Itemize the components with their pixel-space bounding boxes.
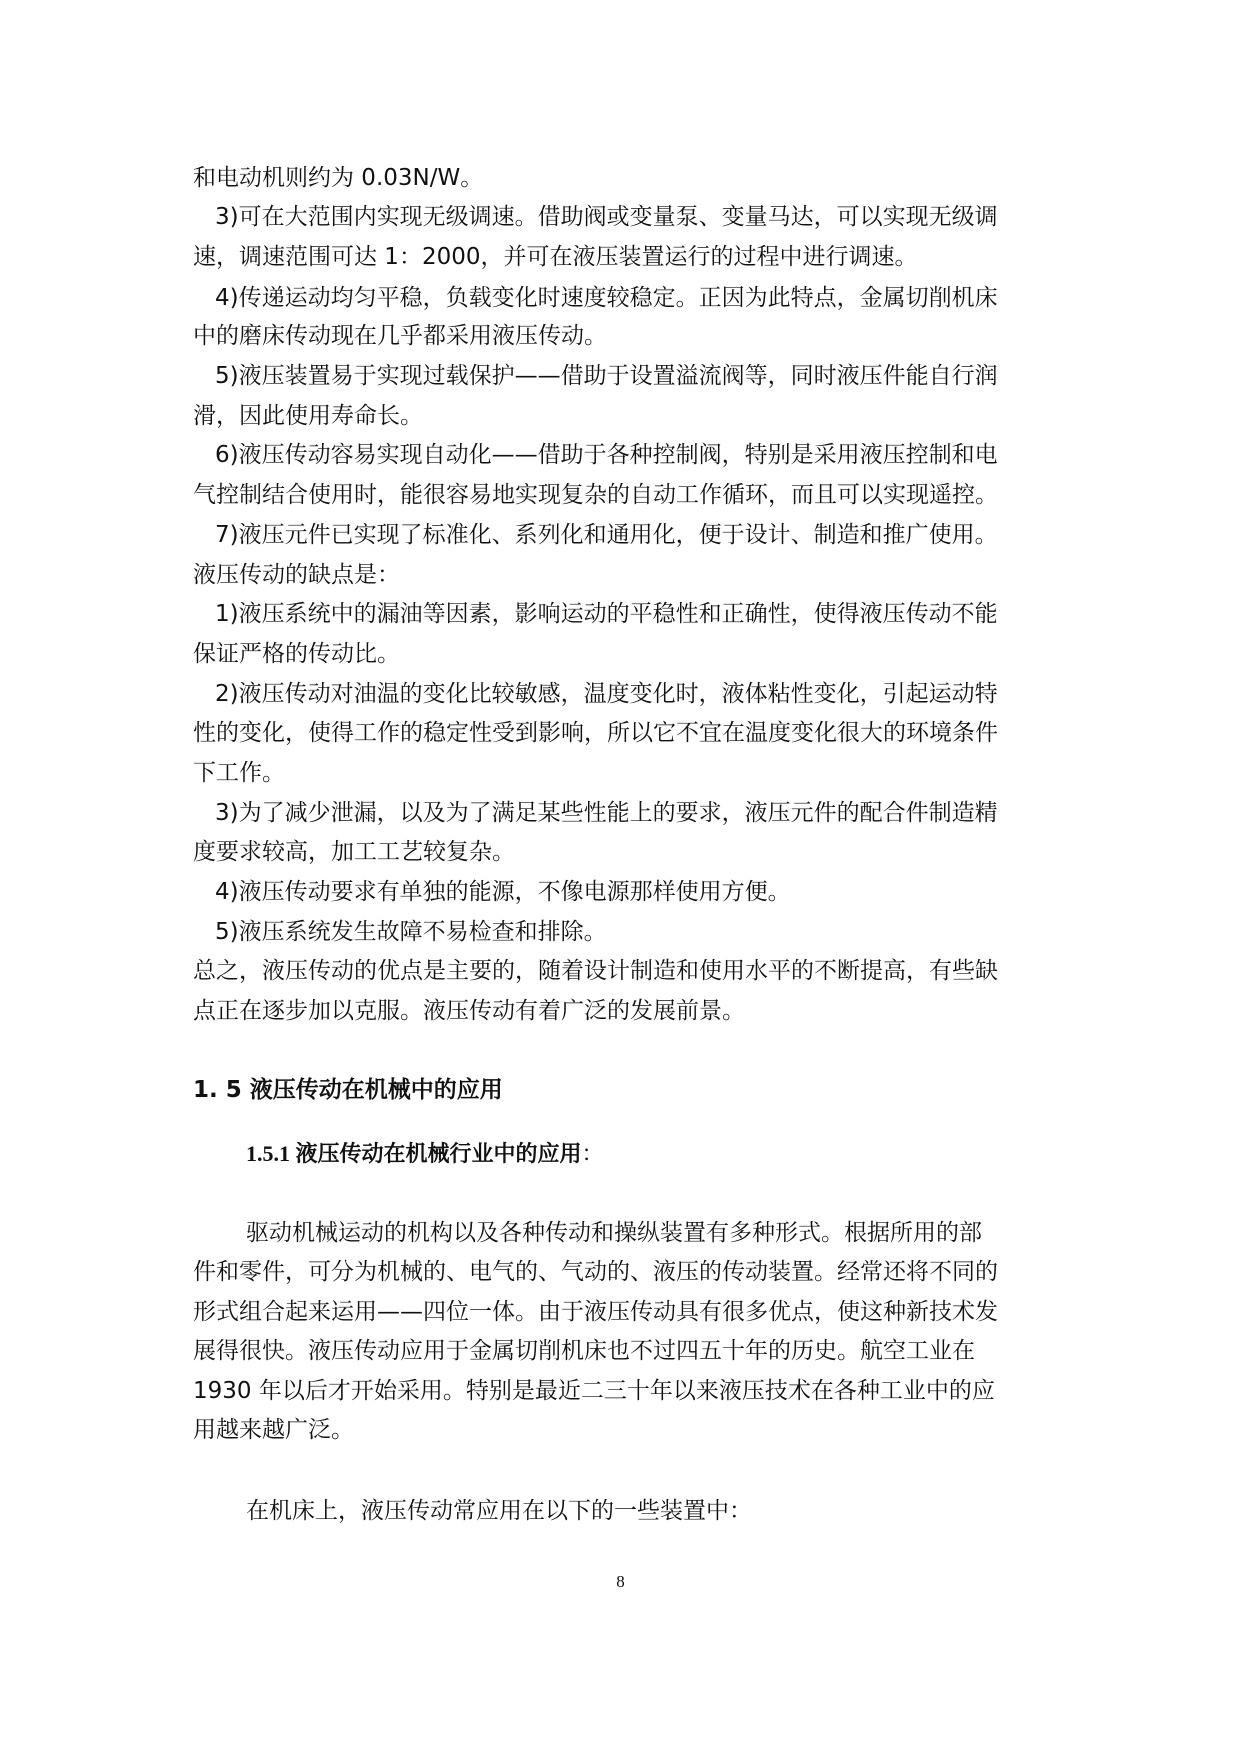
paragraph-line: 驱动机械运动的机构以及各种传动和操纵装置有多种形式。根据所用的部 — [246, 1220, 982, 1246]
text-line: 下工作。 — [193, 760, 285, 786]
text-line: 度要求较高，加工工艺较复杂。 — [193, 839, 515, 865]
text-line: 速，调速范围可达 1：2000，并可在液压装置运行的过程中进行调速。 — [193, 244, 918, 270]
advantage-7: 7)液压元件已实现了标准化、系列化和通用化，便于设计、制造和推广使用。 — [215, 522, 998, 548]
paragraph-line: 形式组合起来运用——四位一体。由于液压传动具有很多优点，使这种新技术发 — [193, 1299, 998, 1325]
subsection-heading — [246, 1138, 604, 1169]
disadvantage-1: 1)液压系统中的漏油等因素，影响运动的平稳性和正确性，使得液压传动不能 — [215, 601, 998, 627]
summary-line: 总之，液压传动的优点是主要的，随着设计制造和使用水平的不断提高，有些缺 — [193, 958, 998, 984]
text-line: 点正在逐步加以克服。液压传动有着广泛的发展前景。 — [193, 998, 745, 1024]
advantage-5: 5)液压装置易于实现过载保护——借助于设置溢流阀等，同时液压件能自行润 — [215, 363, 998, 389]
disadvantages-intro: 液压传动的缺点是： — [193, 562, 400, 588]
subsection-title: 1.5.1 液压传动在机械行业中的应用 — [246, 1141, 582, 1166]
subsection-colon: ： — [581, 1141, 604, 1166]
disadvantage-4: 4)液压传动要求有单独的能源，不像电源那样使用方便。 — [215, 879, 791, 905]
paragraph-line: 展得很快。液压传动应用于金属切削机床也不过四五十年的历史。航空工业在 — [193, 1338, 975, 1364]
advantage-6: 6)液压传动容易实现自动化——借助于各种控制阀，特别是采用液压控制和电 — [215, 442, 998, 468]
paragraph-line: 1930 年以后才开始采用。特别是最近二三十年以来液压技术在各种工业中的应 — [193, 1378, 995, 1404]
text-line: 性的变化，使得工作的稳定性受到影响，所以它不宜在温度变化很大的环境条件 — [193, 720, 998, 746]
advantage-4: 4)传递运动均匀平稳，负载变化时速度较稳定。正因为此特点，金属切削机床 — [215, 285, 998, 311]
text-line: 气控制结合使用时，能很容易地实现复杂的自动工作循环，而且可以实现遥控。 — [193, 482, 998, 508]
text-line: 保证严格的传动比。 — [193, 641, 400, 667]
paragraph-line: 在机床上，液压传动常应用在以下的一些装置中： — [246, 1498, 752, 1524]
disadvantage-5: 5)液压系统发生故障不易检查和排除。 — [215, 919, 607, 945]
text-line: 和电动机则约为 0.03N/W。 — [193, 165, 484, 191]
paragraph-line: 用越来越广泛。 — [193, 1417, 354, 1443]
section-heading: 1. 5 液压传动在机械中的应用 — [193, 1077, 503, 1103]
disadvantage-2: 2)液压传动对油温的变化比较敏感，温度变化时，液体粘性变化，引起运动特 — [215, 681, 998, 707]
advantage-3: 3)可在大范围内实现无级调速。借助阀或变量泵、变量马达，可以实现无级调 — [215, 204, 998, 230]
text-line: 中的磨床传动现在几乎都采用液压传动。 — [193, 323, 607, 349]
text-line: 滑，因此使用寿命长。 — [193, 403, 423, 429]
disadvantage-3: 3)为了减少泄漏，以及为了满足某些性能上的要求，液压元件的配合件制造精 — [215, 800, 998, 826]
paragraph-line: 件和零件，可分为机械的、电气的、气动的、液压的传动装置。经常还将不同的 — [193, 1259, 998, 1285]
page-number: 8 — [616, 1572, 625, 1591]
